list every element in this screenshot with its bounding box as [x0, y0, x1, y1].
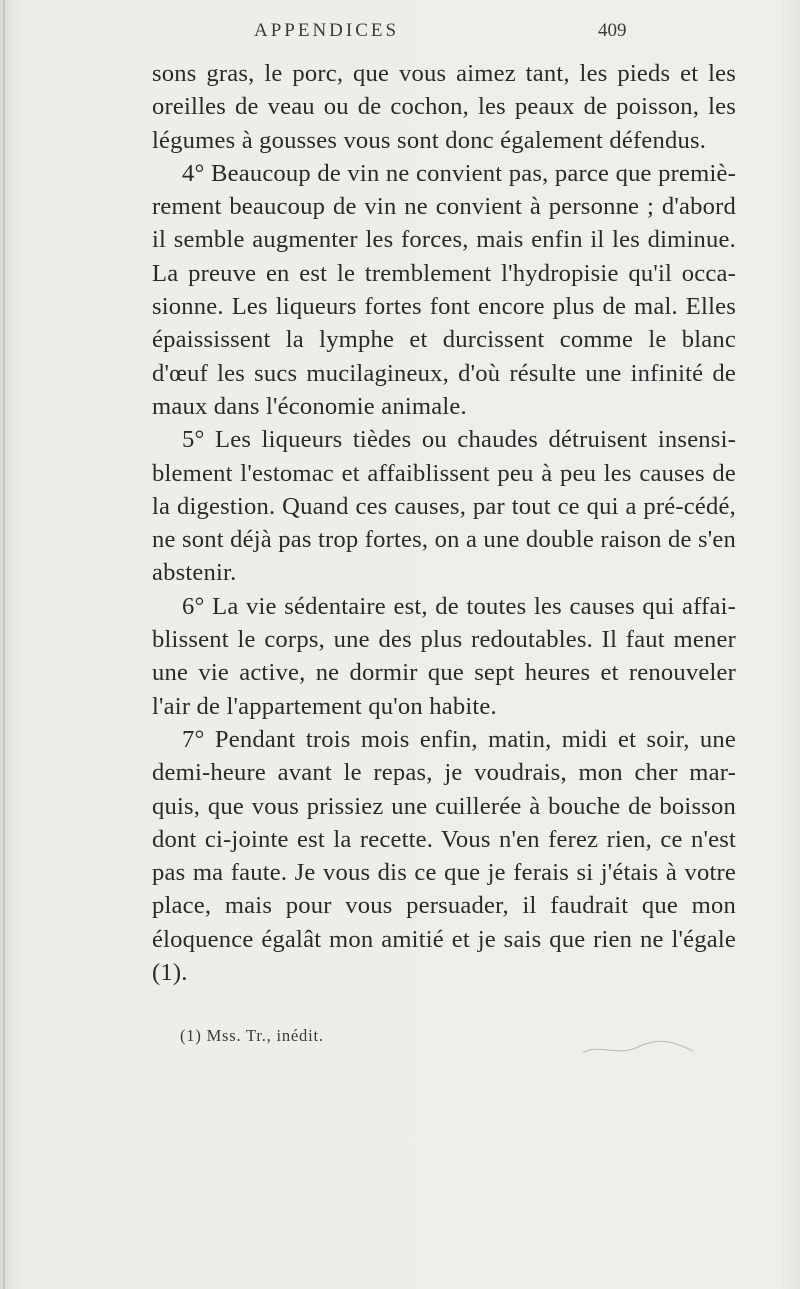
running-title: APPENDICES: [254, 20, 400, 41]
page-number: 409: [598, 20, 627, 41]
footnote: (1) Mss. Tr., inédit.: [180, 1026, 324, 1045]
main-text: [152, 57, 736, 989]
paragraph-item-4: 4° Beaucoup de vin ne convient pas, parce que premiè-rement beaucoup de vin ne convient à personne ; d'abord il semble augmenter les forces, mais enfin il les diminue. La preuve en est le tremblement l'hydropisie qu'il occa-sionne. Les liqueurs fortes font encore plus de mal. Elles épaississent la lymphe et durcissent comme le blanc d'œuf les sucs mucilagineux, d'où résulte une infinité de maux dans l'économie animale.: [152, 159, 736, 420]
paragraph-item-5: 5° Les liqueurs tièdes ou chaudes détruisent insensi-blement l'estomac et affaiblissent peu à peu les causes de la digestion. Quand ces causes, par tout ce qui a pré-cédé, ne sont déjà pas trop fortes, on a une double raison de s'en abstenir.: [152, 426, 736, 587]
paragraph-item-7: 7° Pendant trois mois enfin, matin, midi et soir, une demi-heure avant le repas, je voudrais, mon cher mar-quis, que vous prissiez une cuillerée à bouche de boisson dont ci-jointe est la recette. Vous n'en ferez rien, ce n'est pas ma faute. Je vous dis ce que je ferais si j'étais à votre place, mais pour vous persuader, il faudrait que mon éloquence égalât mon amitié et je sais que rien ne l'égale (1).: [152, 725, 736, 987]
page-gutter: [3, 0, 5, 1289]
paragraph-continuation: sons gras, le porc, que vous aimez tant, les pieds et les oreilles de veau ou de cochon, les peaux de poisson, les légumes à gousses vous sont donc également défendus.: [152, 60, 736, 154]
page-header: [0, 20, 800, 50]
paragraph-item-6: 6° La vie sédentaire est, de toutes les causes qui affai-blissent le corps, une des plus redoutables. Il faut mener une vie active, ne dormir que sept heures et renouveler l'air de l'appartement qu'on habite.: [152, 592, 736, 720]
pencil-mark-icon: [578, 1033, 698, 1059]
